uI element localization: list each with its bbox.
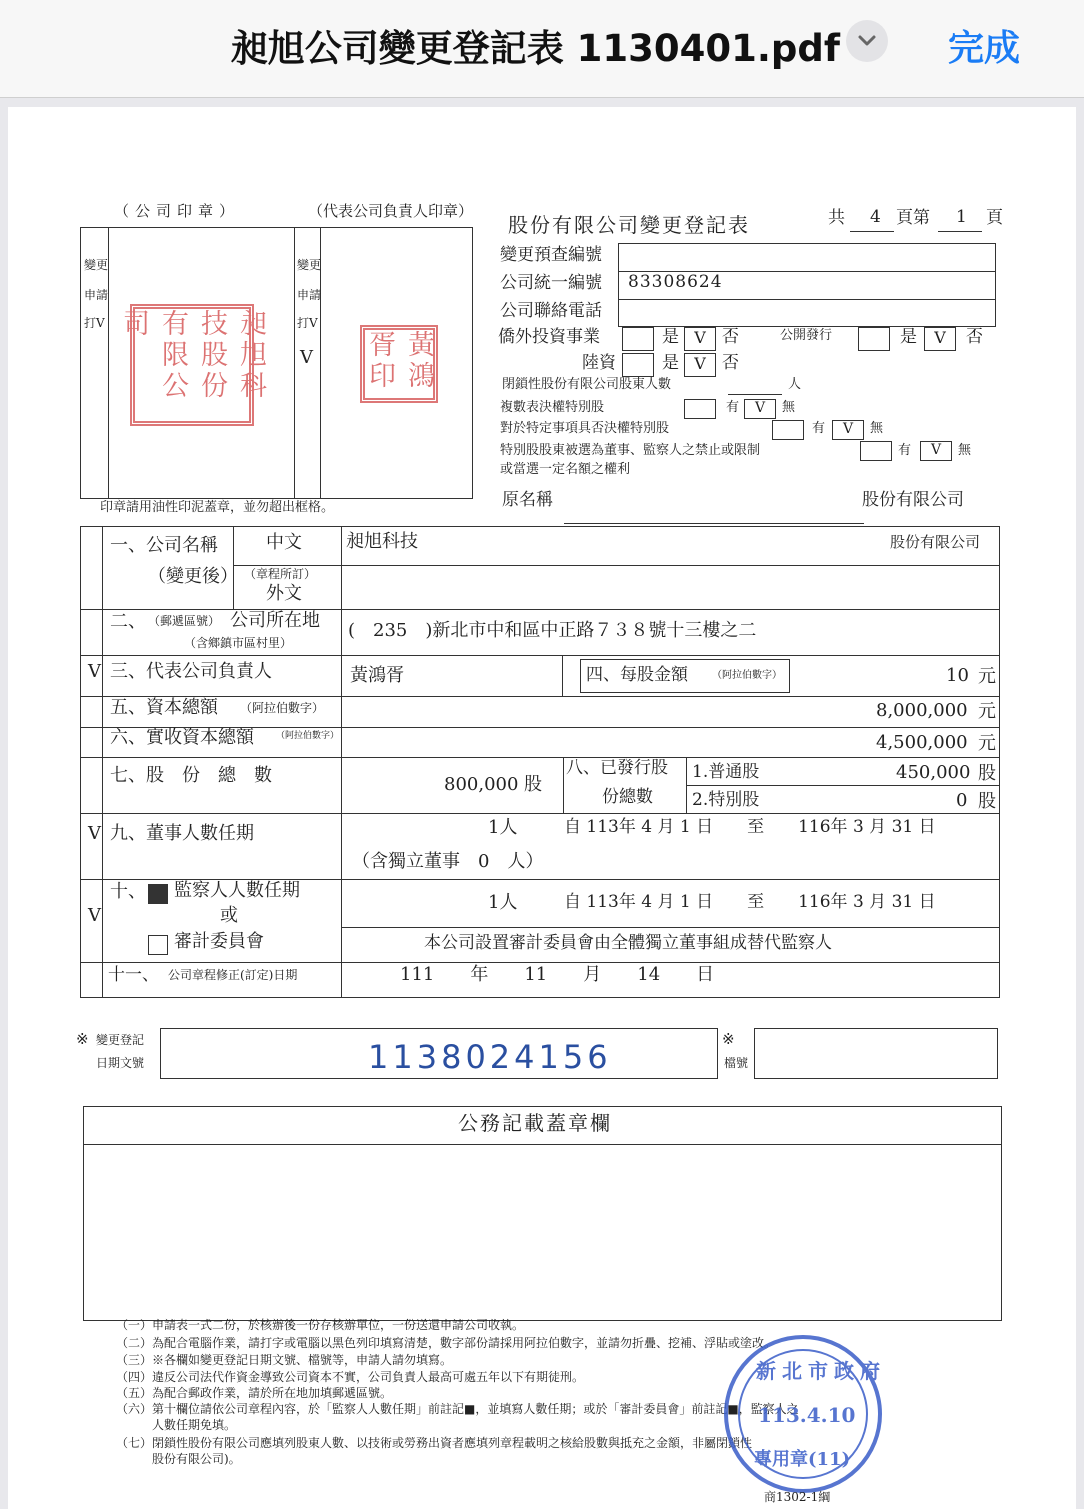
company-address: ( 235 )新北市中和區中正路７３８號十三樓之二 [348,620,757,641]
seal-footnote: 印章請用油性印泥蓋章，並勿超出框格。 [100,500,335,515]
chevron-down-icon[interactable] [846,20,888,62]
official-record-box [83,1106,1002,1321]
audit-note: 本公司設置審計委員會由全體獨立董事組成替代監察人 [424,933,832,953]
note-7: （七）閉鎖性股份有限公司應填列股東人數、以技術或勞務出資者應填列章程載明之核給股數與抵充之金額，非屬閉鎖性 [116,1436,753,1450]
done-button[interactable]: 完成 [948,28,1021,69]
audit-committee-checkbox [148,935,168,955]
official-record-label: 公務記載蓋章欄 [458,1111,612,1135]
note-3: （三）※各欄如變更登記日期文號、檔號等，申請人請勿填寫。 [116,1353,453,1367]
paid-capital: 4,500,000 [876,732,968,753]
page-current: 1 [956,207,967,227]
supervisor-checkbox-checked [148,884,168,904]
representative-seal: 黃鴻胥印 [360,325,438,403]
preferred-shares: 0 [956,790,968,811]
note-1: （一）申請表一式二份，於核辦後一份存核辦單位，一份送還申請公司收執。 [116,1318,525,1332]
form-code: 商1302-1綱 [764,1490,831,1504]
independent-directors: （含獨立董事 0 人） [352,851,544,872]
representative-name: 黃鴻胥 [350,665,404,686]
rep-seal-label: （代表公司負責人印章） [308,202,474,220]
page-total: 4 [870,207,881,227]
government-seal: 新北市政府 113.4.10 專用章(11) [724,1335,882,1493]
note-5: （五）為配合郵政作業，請於所在地加填郵遞區號。 [116,1386,393,1400]
mainland-no-checkbox: V [684,353,716,377]
public-no-checkbox: V [924,327,956,351]
document-title[interactable]: 昶旭公司變更登記表 1130401.pdf [230,27,840,70]
foreign-no-checkbox: V [684,327,716,351]
note-6: （六）第十欄位請依公司章程內容，於「監察人人數任期」前註記■，並填寫人數任期；或於「審計委員會」前註記■，監察人之 [116,1402,799,1416]
amend-date: 111 年 11 月 14 日 [400,964,715,985]
supervisor-count: 1人 [488,892,518,913]
form-title: 股份有限公司變更登記表 [508,213,750,237]
directors-term: 自 113年 4 月 1 日 至 116年 3 月 31 日 [564,817,936,837]
registration-doc-no: 1138024156 [368,1038,612,1076]
company-seal-label: （公司印章） [114,202,241,220]
directors-count: 1人 [488,817,518,838]
note-7b: 股份有限公司)。 [116,1452,241,1466]
document-page: （公司印章） （代表公司負責人印章） 變更 申請 打V 變更 申請 打V V 昶旭科技股份有限公司 黃鴻胥印 印章請用油性印泥蓋章，並勿超出框格。 股份有限公司變更登記表 共 4 頁第 1 頁 變更預查編號 公司統一編號 83308624 公司聯絡電話 僑外投資事業 是 V 否 公開發行 是 V 否 陸資 是 V 否 閉鎖性股份有限公司股東人數 人 複數表決權特別股 有 V 無 對於特定事項具否決權特別股 有 V 無 特別股股東被選為董事、監察人之禁止或限制 或當選一定名額之權利 有 V 無 原名稱 股份有限公司 一、公司名稱 （變更後） 中文 （章程所訂） 外文 昶旭科技 股份有限公司 二、 （郵遞區號） 公司所在地 （含鄉鎮市區村里） ( 235 )新北市中和區中正路７３８號十三樓之二 V 三、代表公司負責人 黃鴻胥 四、每股金額 （阿拉伯數字） 10 元 五、資本總額 （阿拉伯數字） 8,000,000 元 六、實收資本總額 （阿拉伯數字） 4,500,000 元 七、股 份 總 數 800,000 股 八、已發行股 份總數 1.普通股 450,000 股 2.特別股 0 股 V 九、董事人數任期 1人 自 113年 4 月 1 日 至 116年 3 月 31 日 （含獨立董事 0 人） 十、 監察人人數任期 V 或 審計委員會 1人 自 113年 4 月 1 日 至 116年 3 月 31 日 本公司設置審計委員會由全體獨立董事組成替代監察人 十一、 公司章程修正(訂定)日期 111 年 11 月 14 日 ※ 變更登記 日期文號 1138024156 ※ 檔號 公務記載蓋章欄 （一）申請表一式二份，於核辦後一份存核辦單位，一份送還申請公司收執。 （二）為配合電腦作業，請打字或電腦以黑色列印填寫清楚，數字部份請採用阿拉伯數字，並請勿折疊、挖補、浮貼或塗改。 （三）※各欄如變更登記日期文號、檔號等，申請人請勿填寫。 （四）違反公司法代作資金導致公司資本不實，公司負責人最高可處五年以下有期徒刑。 （五）為配合郵政作業，請於所在地加填郵遞區號。 （六）第十欄位請依公司章程內容，於「監察人人數任期」前註記■，並填寫人數任期；或於「審計委員會」前註記■，監察人之 人數任期免填。 （七）閉鎖性股份有限公司應填列股東人數、以技術或勞務出資者應填列章程載明之核給股數與抵充之金額，非屬閉鎖性 股份有限公司)。 新北市政府 113.4.10 專用章(11) 商1302-1綱 [8,107,1076,1509]
par-value: 10 [946,665,969,686]
note-6b: 人數任期免填。 [116,1418,237,1432]
company-seal: 昶旭科技股份有限公司 [130,304,254,426]
common-shares: 450,000 [896,762,971,783]
note-2: （二）為配合電腦作業，請打字或電腦以黑色列印填寫清楚，數字部份請採用阿拉伯數字，並請勿折疊、挖補、浮貼或塗改。 [116,1336,777,1350]
supervisor-term: 自 113年 4 月 1 日 至 116年 3 月 31 日 [564,892,936,912]
company-name: 昶旭科技 [346,531,418,552]
capital-total: 8,000,000 [876,700,968,721]
viewer-toolbar [0,0,1084,98]
note-4: （四）違反公司法代作資金導致公司資本不實，公司負責人最高可處五年以下有期徒刑。 [116,1370,585,1384]
total-shares: 800,000 [444,774,519,795]
tax-id-value: 83308624 [628,272,723,292]
file-no-box [754,1028,998,1079]
rep-checkmark: V [300,347,313,368]
